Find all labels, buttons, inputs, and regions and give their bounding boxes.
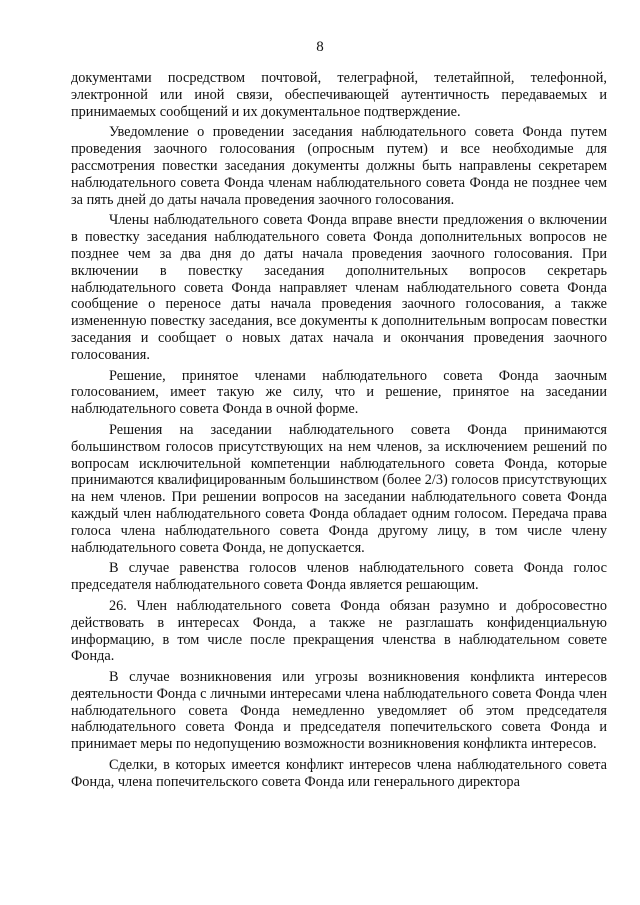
page-number: 8 [316,39,324,55]
paragraph-tie-vote: В случае равенства голосов членов наблюдательного совета Фонда голос председателя наблюдательного совета Фонда является решающим. [71,560,607,594]
paragraph-agenda-proposals: Члены наблюдательного совета Фонда вправе внести предложения о включении в повестку заседания наблюдательного совета Фонда дополнительных вопросов не позднее чем за два дня до даты начала проведения заочного голосования. При включении в повестку заседания дополнительных вопросов секретарь наблюдательного совета Фонда направляет членам наблюдательного совета Фонда сообщение о переносе даты начала проведения заочного голосования, а также измененную повестку заседания, все документы к дополнительным вопросам повестки заседания и сообщает о новых датах начала и окончания проведения заочного голосования. [71,212,607,363]
paragraph-transactions: Сделки, в которых имеется конфликт интересов члена наблюдательного совета Фонда, члена попечительского совета Фонда или генерального директора [71,757,607,790]
body-text [71,70,607,795]
paragraph-conflict-of-interest: В случае возникновения или угрозы возникновения конфликта интересов деятельности Фонда с личными интересами члена наблюдательного совета Фонда член наблюдательного совета Фонда немедленно уведомляет об этом председателя наблюдательного совета Фонда и председателя попечительского совета Фонда и принимает меры по недопущению возможности возникновения конфликта интересов. [71,669,607,753]
paragraph-absentee-vote-notice: Уведомление о проведении заседания наблюдательного совета Фонда путем проведения заочного голосования (опросным путем) и все необходимые для рассмотрения повестки заседания документы должны быть направлены секретарем наблюдательного совета Фонда членам наблюдательного совета Фонда не позднее чем за пять дней до даты начала проведения заочного голосования. [71,124,607,208]
paragraph-absentee-decision-force: Решение, принятое членами наблюдательного совета Фонда заочным голосованием, имеет такую же силу, что и решение, принятое на заседании наблюдательного совета Фонда в очной форме. [71,367,607,418]
paragraph-clause-26: 26. Член наблюдательного совета Фонда обязан разумно и добросовестно действовать в интересах Фонда, а также не разглашать конфиденциальную информацию, в том числе после прекращения членства в наблюдательном совете Фонда. [71,597,607,665]
paragraph-continuation: документами посредством почтовой, телеграфной, телетайпной, телефонной, электронной или иной связи, обеспечивающей аутентичность передаваемых и принимаемых сообщений и их документальное подтверждение. [71,70,607,120]
paragraph-majority-voting: Решения на заседании наблюдательного совета Фонда принимаются большинством голосов присутствующих на нем членов, за исключением решений по вопросам исключительной компетенции наблюдательного совета Фонда, которые принимаются квалифицированным большинством (более 2/3) голосов присутствующих на нем членов. При решении вопросов на заседании наблюдательного совета Фонда каждый член наблюдательного совета Фонда обладает одним голосом. Передача права голоса члена наблюдательного совета Фонда другому лицу, в том числе члену наблюдательного совета Фонда, не допускается. [71,421,607,556]
